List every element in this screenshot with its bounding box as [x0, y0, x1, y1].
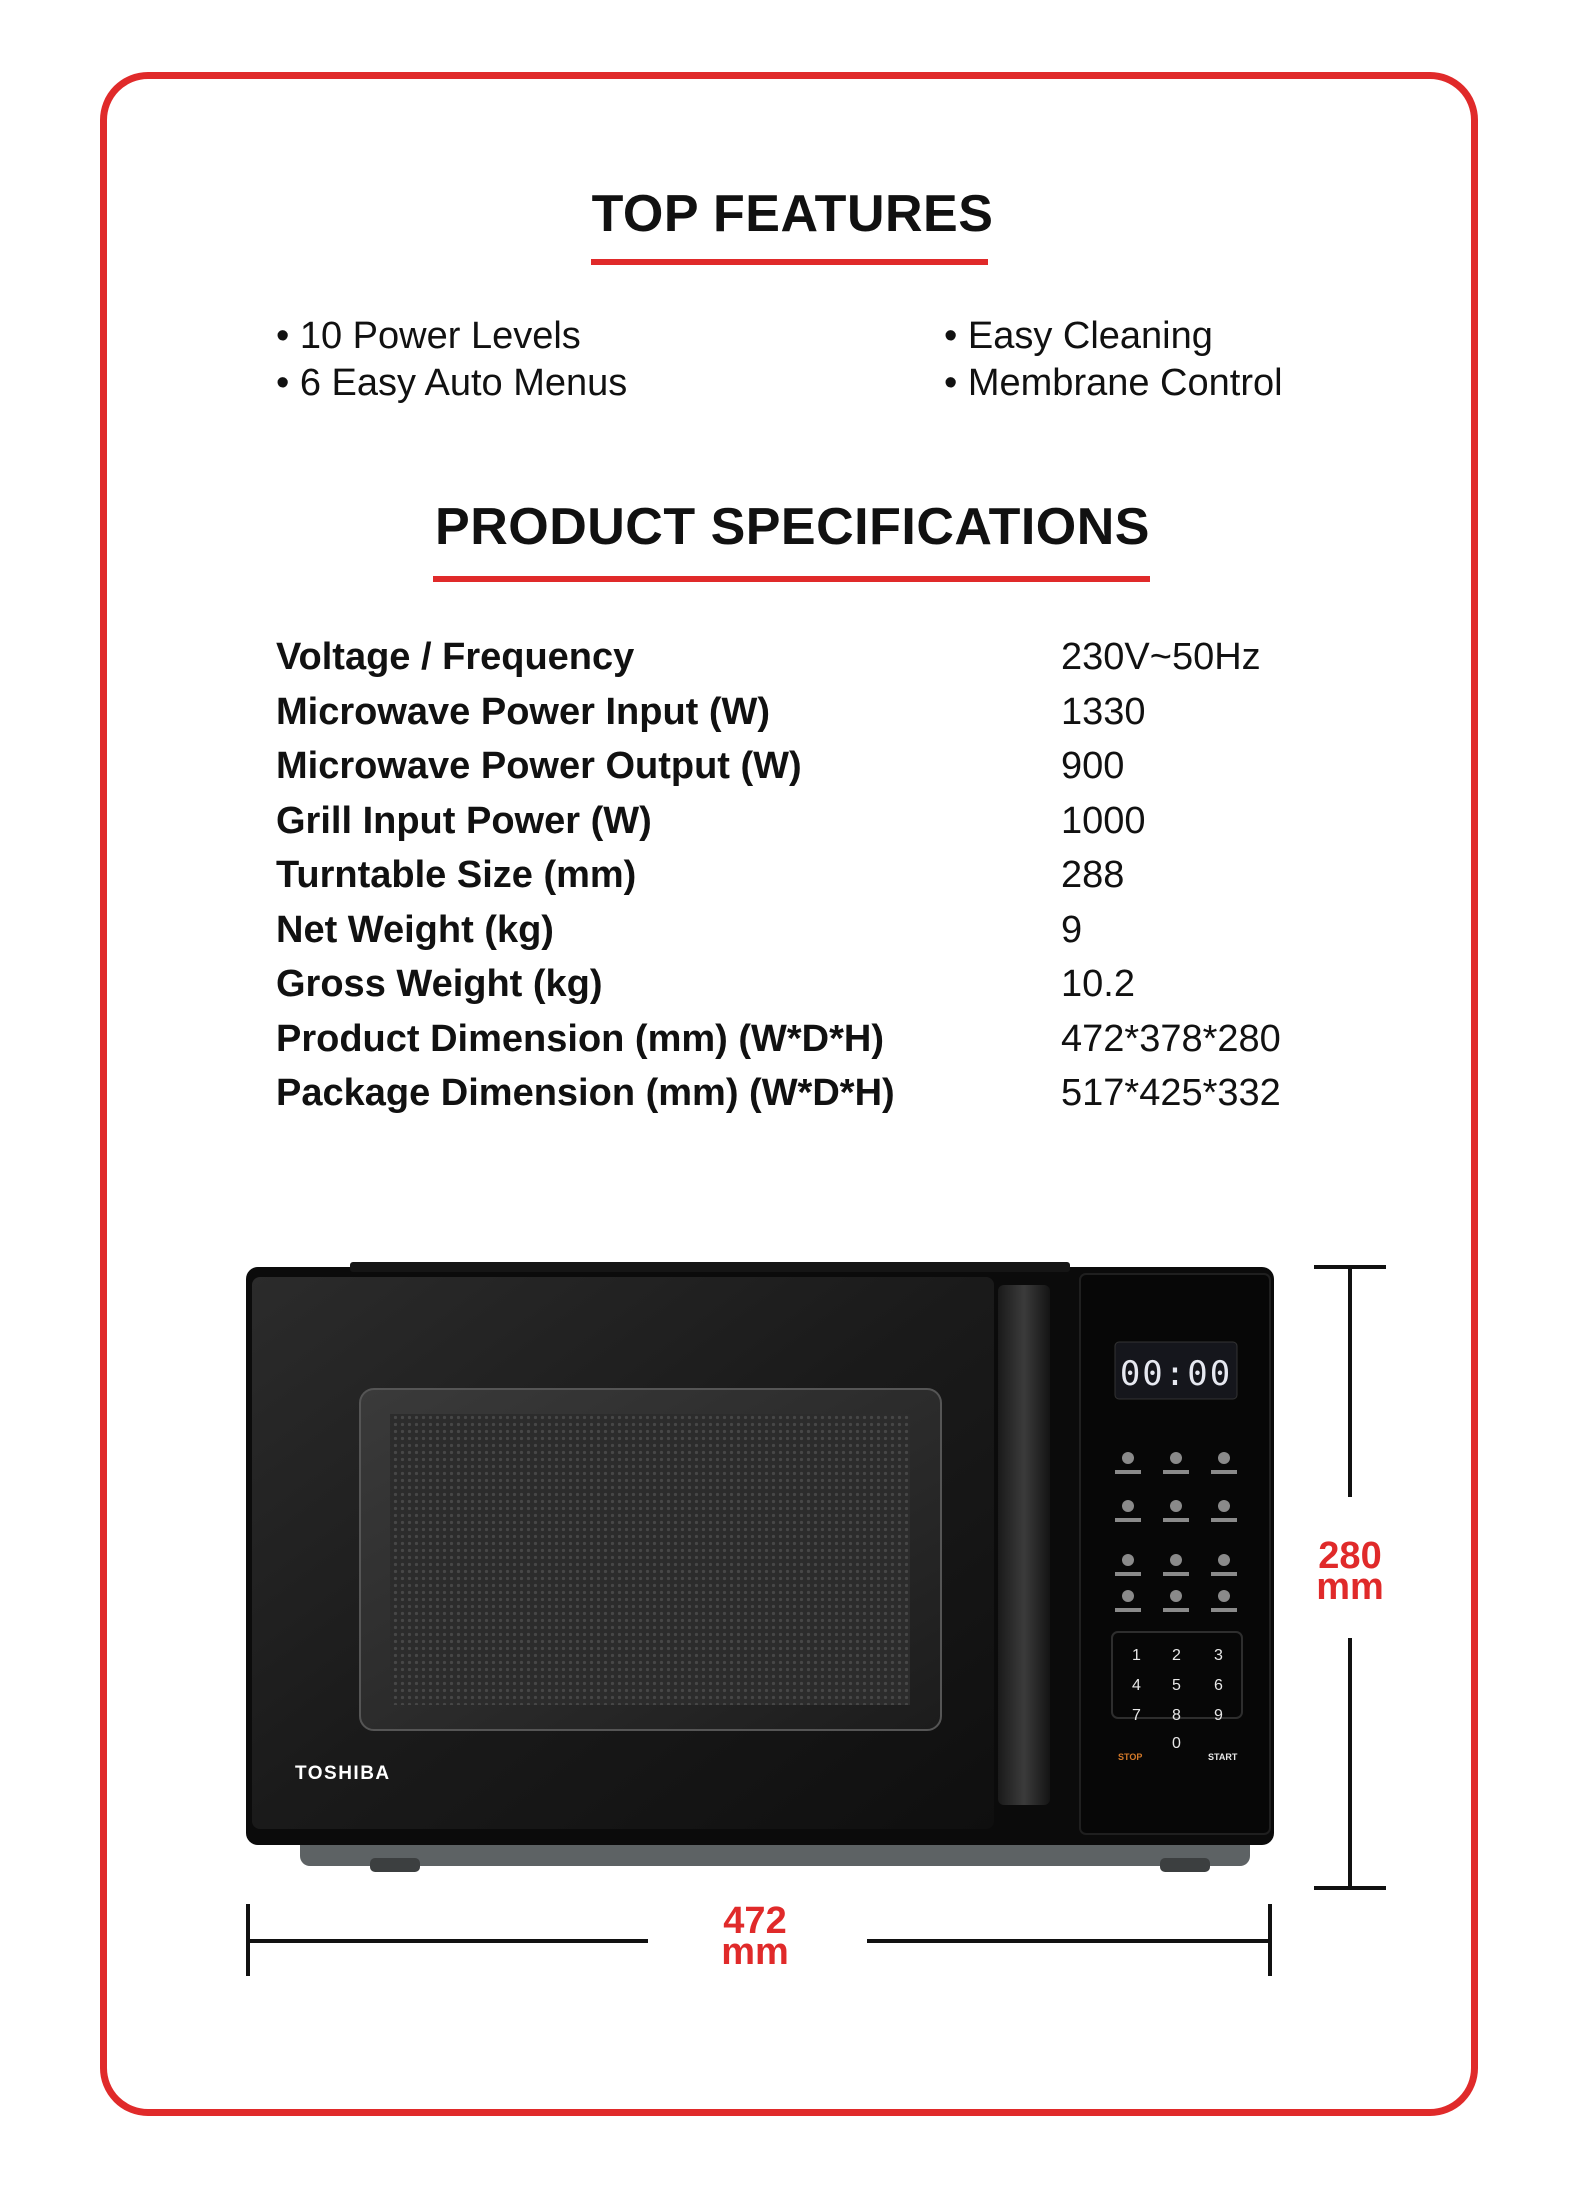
spec-label: Net Weight (kg) [276, 909, 554, 951]
width-value: 472 [723, 1900, 787, 1942]
key-4: 4 [1132, 1677, 1141, 1694]
key-6: 6 [1214, 1677, 1223, 1694]
width-unit: mm [721, 1931, 789, 1973]
spec-label: Voltage / Frequency [276, 636, 635, 678]
height-dimension-label [1300, 1535, 1400, 1608]
spec-label: Grill Input Power (W) [276, 800, 652, 842]
spec-value: 900 [1061, 745, 1125, 787]
spec-value: 10.2 [1061, 963, 1135, 1005]
spec-value: 9 [1061, 909, 1083, 951]
key-7: 7 [1132, 1707, 1141, 1724]
width-dimension-line [248, 1939, 648, 1943]
width-dimension-right-tick [1268, 1904, 1272, 1976]
key-3: 3 [1214, 1647, 1223, 1664]
spec-value: 1000 [1061, 800, 1146, 842]
spec-value: 230V~50Hz [1061, 636, 1261, 678]
height-dimension-line [1348, 1267, 1352, 1497]
feature-item: • 10 Power Levels [276, 315, 581, 357]
spec-value: 288 [1061, 854, 1125, 896]
display-time: 00:00 [1119, 1354, 1233, 1394]
feature-item: • Membrane Control [944, 362, 1283, 404]
key-8: 8 [1172, 1707, 1181, 1724]
spec-value: 1330 [1061, 691, 1146, 733]
spec-value: 517*425*332 [1061, 1072, 1281, 1114]
key-0: 0 [1172, 1735, 1181, 1752]
spec-label: Product Dimension (mm) (W*D*H) [276, 1018, 884, 1060]
start-key: START [1208, 1752, 1238, 1762]
height-dimension-bottom-tick [1314, 1886, 1386, 1890]
door-mesh [390, 1414, 910, 1705]
height-value: 280 [1318, 1535, 1382, 1577]
key-1: 1 [1132, 1647, 1141, 1664]
spec-label: Package Dimension (mm) (W*D*H) [276, 1072, 895, 1114]
key-9: 9 [1214, 1707, 1223, 1724]
product-specifications-title: PRODUCT SPECIFICATIONS [435, 498, 1150, 556]
spec-label: Microwave Power Output (W) [276, 745, 802, 787]
spec-label: Microwave Power Input (W) [276, 691, 771, 733]
key-2: 2 [1172, 1647, 1181, 1664]
width-dimension-line [867, 1939, 1272, 1943]
feature-item: • 6 Easy Auto Menus [276, 362, 628, 404]
height-unit: mm [1316, 1566, 1384, 1608]
width-dimension-label [705, 1900, 805, 1973]
toshiba-logo: TOSHIBA [295, 1763, 391, 1784]
stop-key: STOP [1118, 1752, 1143, 1762]
spec-value: 472*378*280 [1061, 1018, 1281, 1060]
top-features-title: TOP FEATURES [591, 185, 994, 243]
key-5: 5 [1172, 1677, 1181, 1694]
spec-label: Turntable Size (mm) [276, 854, 637, 896]
height-dimension-line [1348, 1638, 1352, 1888]
microwave-foot [370, 1858, 420, 1872]
door-handle [998, 1285, 1050, 1805]
feature-item: • Easy Cleaning [944, 315, 1213, 357]
spec-label: Gross Weight (kg) [276, 963, 603, 1005]
microwave-foot [1160, 1858, 1210, 1872]
